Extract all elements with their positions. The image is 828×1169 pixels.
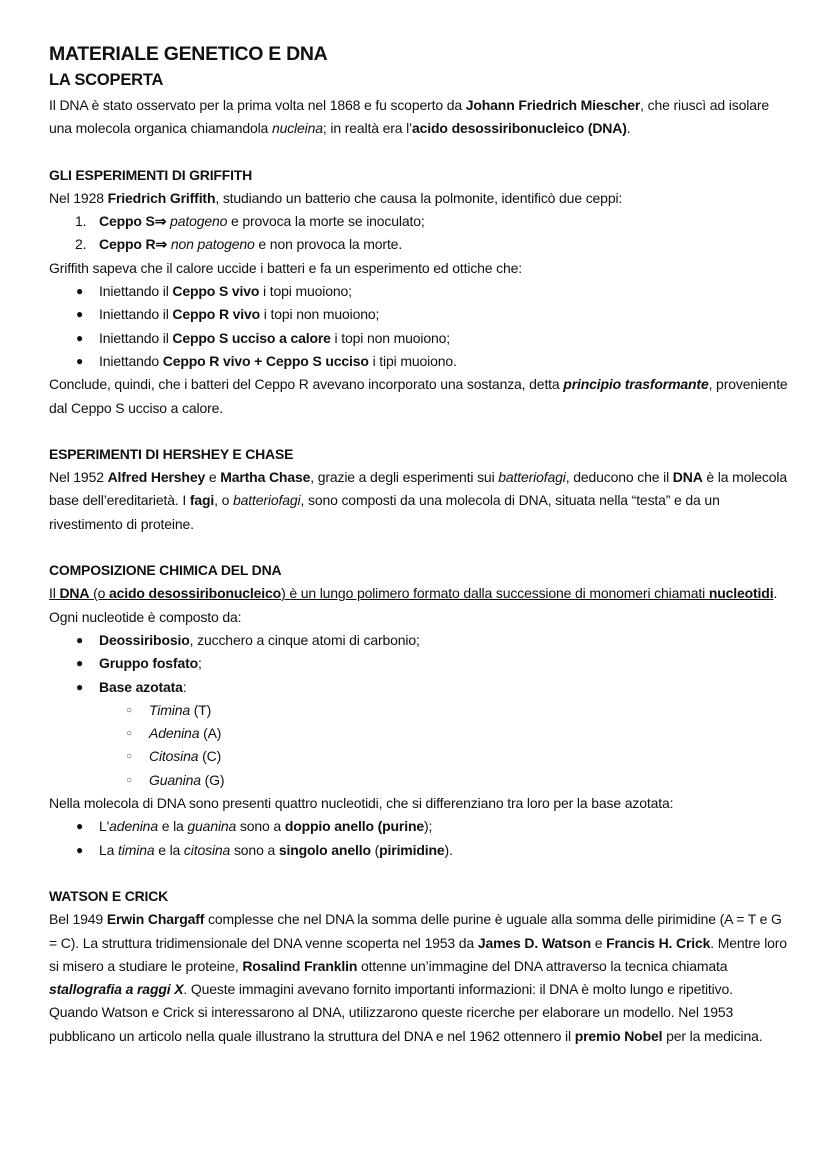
sub-bullet-list bbox=[49, 699, 789, 792]
list-item: ● Deossiribosio, zucchero a cinque atomi di carbonio; bbox=[49, 629, 789, 652]
document-page bbox=[49, 40, 789, 1048]
numbered-list bbox=[49, 210, 789, 257]
list-item: ● Gruppo fosfato; bbox=[49, 652, 789, 675]
bullet-icon: ● bbox=[76, 307, 84, 322]
list-item: ○ Timina (T) bbox=[49, 699, 789, 722]
list-item: ○ Citosina (C) bbox=[49, 745, 789, 768]
bullet-icon: ● bbox=[76, 819, 84, 834]
section-heading: COMPOSIZIONE CHIMICA DEL DNA bbox=[49, 562, 282, 579]
bullet-icon: ● bbox=[76, 284, 84, 299]
circle-bullet-icon: ○ bbox=[126, 774, 132, 786]
circle-bullet-icon: ○ bbox=[126, 704, 132, 716]
section-heading: WATSON E CRICK bbox=[49, 887, 169, 904]
list-item: ● L'adenina e la guanina sono a doppio anello (purine); bbox=[49, 815, 789, 838]
section-griffith bbox=[49, 164, 789, 420]
section-la-scoperta bbox=[49, 68, 789, 141]
circle-bullet-icon: ○ bbox=[126, 751, 132, 763]
paragraph: Quando Watson e Crick si interessarono al DNA, utilizzarono queste ricerche per elaborare un modello. Nel 1953 pubblicano un articolo nella quale illustrano la struttura del DNA e nel 1962 ottennero il premio Nobel per la medicina. bbox=[49, 1004, 763, 1044]
paragraph: Il DNA è stato osservato per la prima volta nel 1868 e fu scoperto da Johann Friedrich Miescher, che riuscì ad isolare una molecola organica chiamandola nucleina; in realtà era l’acido desossiribonucleico (DNA). bbox=[49, 97, 769, 137]
bullet-icon: ● bbox=[76, 353, 84, 368]
section-heading: LA SCOPERTA bbox=[49, 71, 164, 89]
paragraph: Nella molecola di DNA sono presenti quattro nucleotidi, che si differenziano tra loro per la base azotata: bbox=[49, 795, 674, 812]
paragraph: Griffith sapeva che il calore uccide i batteri e fa un esperimento ed ottiche che: bbox=[49, 259, 523, 276]
document-title: MATERIALE GENETICO E DNA bbox=[49, 43, 328, 65]
section-heading: ESPERIMENTI DI HERSHEY E CHASE bbox=[49, 445, 294, 462]
bullet-icon: ● bbox=[76, 656, 84, 671]
list-item: ● Iniettando Ceppo R vivo + Ceppo S ucciso i tipi muoiono. bbox=[49, 350, 789, 373]
paragraph: Nel 1928 Friedrich Griffith, studiando un batterio che causa la polmonite, identificò due ceppi: bbox=[49, 189, 623, 206]
bullet-icon: ● bbox=[76, 632, 84, 647]
section-composizione-chimica bbox=[49, 559, 789, 862]
section-heading: GLI ESPERIMENTI DI GRIFFITH bbox=[49, 166, 253, 183]
paragraph: Nel 1952 Alfred Hershey e Martha Chase, grazie a degli esperimenti sui batteriofagi, deducono che il DNA è la molecola base dell’ereditarietà. I fagi, o batteriofagi, sono composti da una molecola di DNA, situata nella “testa” e da un rivestimento di proteine. bbox=[49, 469, 787, 532]
list-item: ○ Adenina (A) bbox=[49, 722, 789, 745]
bullet-list bbox=[49, 280, 789, 373]
list-item: 2. Ceppo R⇒ non patogeno e non provoca la morte. bbox=[75, 236, 403, 253]
bullet-list bbox=[49, 815, 789, 862]
section-hershey-chase bbox=[49, 443, 789, 536]
paragraph: Conclude, quindi, che i batteri del Ceppo R avevano incorporato una sostanza, detta principio trasformante, proveniente dal Ceppo S ucciso a calore. bbox=[49, 376, 788, 416]
list-item: ● Iniettando il Ceppo R vivo i topi non muoiono; bbox=[49, 303, 789, 326]
list-item: ○ Guanina (G) bbox=[49, 769, 789, 792]
circle-bullet-icon: ○ bbox=[126, 728, 132, 740]
paragraph: Il DNA (o acido desossiribonucleico) è un lungo polimero formato dalla successione di monomeri chiamati nucleotidi. Ogni nucleotide è composto da: bbox=[49, 585, 778, 625]
list-item: 1. Ceppo S⇒ patogeno e provoca la morte se inoculato; bbox=[75, 213, 425, 230]
list-item: ● Base azotata: bbox=[49, 676, 789, 699]
bullet-list bbox=[49, 629, 789, 699]
section-watson-crick bbox=[49, 885, 789, 1048]
bullet-icon: ● bbox=[76, 679, 84, 694]
bullet-icon: ● bbox=[76, 842, 84, 857]
list-item: ● Iniettando il Ceppo S vivo i topi muoiono; bbox=[49, 280, 789, 303]
list-item: ● Iniettando il Ceppo S ucciso a calore i topi non muoiono; bbox=[49, 327, 789, 350]
bullet-icon: ● bbox=[76, 330, 84, 345]
paragraph: Bel 1949 Erwin Chargaff complesse che nel DNA la somma delle purine è uguale alla somma delle pirimidine (A = T e G = C). La struttura tridimensionale del DNA venne scoperta nel 1953 da James D. Watson e Francis H. Crick. Mentre loro si misero a studiare le proteine, Rosalind Franklin ottenne un’immagine del DNA attraverso la tecnica chiamata stallografia a raggi X. Queste immagini avevano fornito importanti informazioni: il DNA è molto lungo e ripetitivo. bbox=[49, 911, 787, 998]
list-item: ● La timina e la citosina sono a singolo anello (pirimidine). bbox=[49, 839, 789, 862]
